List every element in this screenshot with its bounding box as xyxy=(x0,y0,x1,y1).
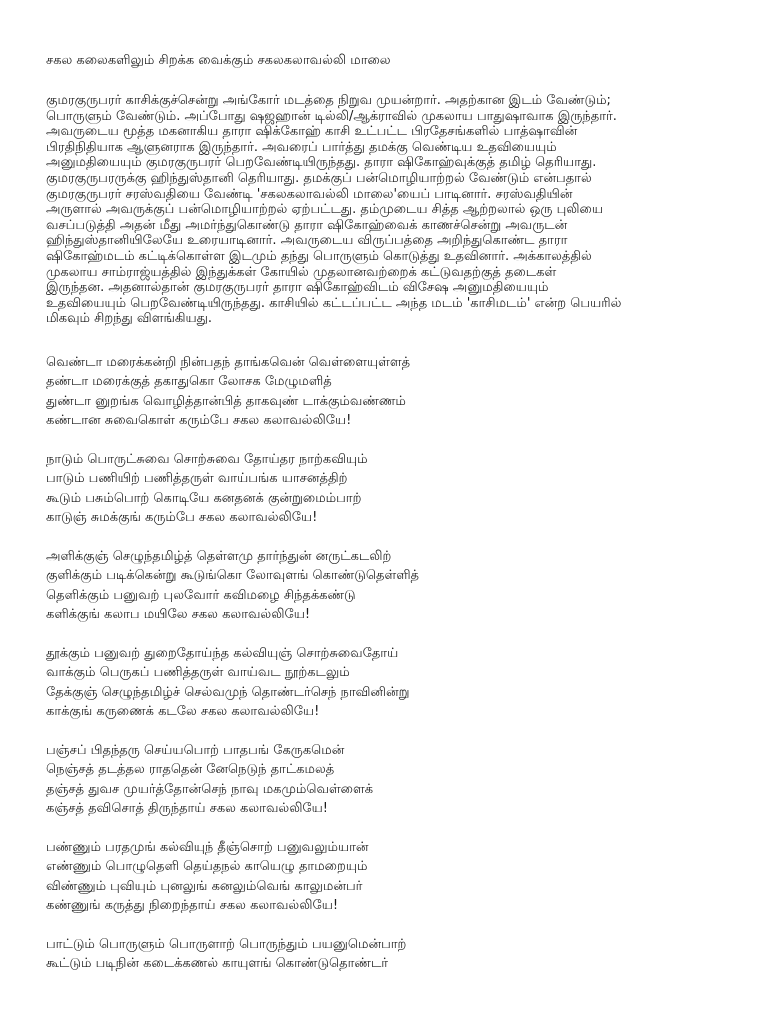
document-page xyxy=(46,52,736,993)
verse-line: கண்ணுங் கருத்து நிறைந்தாய் சகல கலாவல்லியே! xyxy=(46,898,339,914)
intro-line: முகலாய சாம்ராஜ்யத்தில் இந்துக்கள் கோயில் முதலானவற்றைக் கட்டுவதற்குத் தடைகள் xyxy=(46,264,557,280)
intro-line: குமரகுருபரருக்கு ஹிந்துஸ்தானி தெரியாது. தமக்குப் பன்மொழியாற்றல் வேண்டும் என்பதால் xyxy=(46,170,592,186)
verse-line: பஞ்சப் பிதந்தரு செய்யபொற் பாதபங் கேருகமென் xyxy=(46,742,345,758)
verse-line: நாடும் பொருட்சுவை சொற்சுவை தோய்தர நாற்கவியும் xyxy=(46,451,368,467)
verse-line: குளிக்கும் படிக்கென்று கூடுங்கொ லோவுளங் கொண்டுதெள்ளித் xyxy=(46,568,420,584)
intro-paragraph xyxy=(46,93,736,327)
intro-line: ஹிந்துஸ்தானியிலேயே உரையாடினார். அவருடைய விருப்பத்தை அறிந்துகொண்ட தாரா xyxy=(46,233,568,249)
verse-line: கூட்டும் படிநின் கடைக்கணல் காயுளங் கொண்டுதொண்டர் xyxy=(46,956,389,972)
verse-line: துண்டா னுறங்க வொழித்தான்பித் தாகவுண் டாக்கும்வண்ணம் xyxy=(46,393,406,409)
verse-line: தஞ்சத் துவச முயர்த்தோன்செந் நாவு மகமும்வெள்ளைக் xyxy=(46,781,374,797)
intro-line: பொருளும் வேண்டும். அப்போது ஷஜஹான் டில்லி/ஆக்ராவில் முகலாய பாதுஷாவாக இருந்தார். xyxy=(46,108,617,124)
verse-stanza-3 xyxy=(46,547,736,625)
intro-line: அனுமதியையும் குமரகுருபரர் பெறவேண்டியிருந்தது. தாரா ஷிகோஹ்வுக்குத் தமிழ் தெரியாது. xyxy=(46,155,597,171)
intro-line: வசப்படுத்தி அதன் மீது அமர்ந்துகொண்டு தாரா ஷிகோஹ்வைக் காணச்சென்று அவருடன் xyxy=(46,217,568,233)
intro-line: இருந்தன. அதனால்தான் குமரகுருபரர் தாரா ஷிகோஹ்விடம் விசேஷ அனுமதியையும் xyxy=(46,280,549,296)
verse-stanza-2 xyxy=(46,450,736,528)
verse-line: காடுஞ் சுமக்குங் கரும்பே சகல கலாவல்லியே! xyxy=(46,510,318,526)
verse-line: தூக்கும் பனுவற் துறைதோய்ந்த கல்வியுஞ் சொற்சுவைதோய் xyxy=(46,645,399,661)
verse-line: தெளிக்கும் பனுவற் புலவோர் கவிமழை சிந்தக்கண்டு xyxy=(46,587,356,603)
verse-stanza-6 xyxy=(46,838,736,916)
intro-line: மிகவும் சிறந்து விளங்கியது. xyxy=(46,311,213,327)
intro-line: அவருடைய மூத்த மகனாகிய தாரா ஷிக்கோஹ் காசி உட்பட்ட பிரதேசங்களில் பாத்ஷாவின் xyxy=(46,124,578,140)
intro-line: குமரகுருபரர் சரஸ்வதியை வேண்டி 'சகலகலாவல்லி மாலை'யைப் பாடினார். சரஸ்வதியின் xyxy=(46,186,573,202)
verse-line: பாட்டும் பொருளும் பொருளாற் பொருந்தும் பயனுமென்பாற் xyxy=(46,936,407,952)
intro-line: குமரகுருபரர் காசிக்குச்சென்று அங்கோர் மடத்தை நிறுவ முயன்றார். அதற்கான இடம் வேண்டும்; xyxy=(46,93,611,108)
verse-stanza-5 xyxy=(46,741,736,819)
intro-line: உதவியையும் பெறவேண்டியிருந்தது. காசியில் கட்டப்பட்ட அந்த மடம் 'காசிமடம்' என்ற பெயரில் xyxy=(46,295,622,311)
intro-line: அருளால் அவருக்குப் பன்மொழியாற்றல் ஏற்பட்டது. தம்முடைய சித்த ஆற்றலால் ஒரு புலியை xyxy=(46,202,603,218)
verse-stanza-7 xyxy=(46,935,736,974)
verse-line: கஞ்சத் தவிசொத் திருந்தாய் சகல கலாவல்லியே! xyxy=(46,801,329,817)
verse-line: வாக்கும் பெருகப் பணித்தருள் வாய்வட நூற்கடலும் xyxy=(46,665,350,681)
verse-line: நெஞ்சத் தடத்தல ராததென் னேநெடுந் தாட்கமலத் xyxy=(46,762,335,778)
verse-line: தேக்குஞ் செழுந்தமிழ்ச் செல்வமுந் தொண்டர்செந் நாவினின்று xyxy=(46,684,410,700)
verse-stanza-4 xyxy=(46,644,736,722)
intro-line: பிரதிநிதியாக ஆளுனராக இருந்தார். அவரைப் பார்த்து தமக்கு வெண்டிய உதவியையும் xyxy=(46,139,557,155)
verse-line: தண்டா மரைக்குத் தகாதுகொ லோசக மேழுமளித் xyxy=(46,374,332,390)
verse-line: பண்ணும் பரதமுங் கல்வியுந் தீஞ்சொற் பனுவலும்யான் xyxy=(46,839,369,855)
verse-line: காக்குங் கருணைக் கடலே சகல கலாவல்லியே! xyxy=(46,704,320,720)
verse-line: வெண்டா மரைக்கன்றி நின்பதந் தாங்கவென் வெள்ளையுள்ளத் xyxy=(46,354,411,370)
verse-line: கண்டான சுவைகொள் கரும்பே சகல கலாவல்லியே! xyxy=(46,413,352,429)
verse-line: பாடும் பணியிற் பணித்தருள் வாய்பங்க யாசனத்திற் xyxy=(46,471,348,487)
verse-line: களிக்குங் கலாப மயிலே சகல கலாவல்லியே! xyxy=(46,607,311,623)
intro-line: ஷிகோஹ்மடம் கட்டிக்கொள்ள இடமும் தந்து பொருளும் கொடுத்து உதவினார். அக்காலத்தில் xyxy=(46,248,592,264)
verse-line: விண்ணும் புவியும் புனலுங் கனலும்வெங் காலுமன்பர் xyxy=(46,878,363,894)
verse-line: எண்ணும் பொழுதெளி தெய்தநல் காயெழு தாமறையும் xyxy=(46,859,368,875)
verse-line: அளிக்குஞ் செழுந்தமிழ்த் தெள்ளமு தார்ந்துன் னருட்கடலிற் xyxy=(46,548,392,564)
verse-line: கூடும் பசும்பொற் கொடியே கனதனக் குன்றுமைம்பாற் xyxy=(46,490,362,506)
document-title: சகல கலைகளிலும் சிறக்க வைக்கும் சகலகலாவல்லி மாலை xyxy=(46,53,391,68)
verse-stanza-1 xyxy=(46,353,736,431)
